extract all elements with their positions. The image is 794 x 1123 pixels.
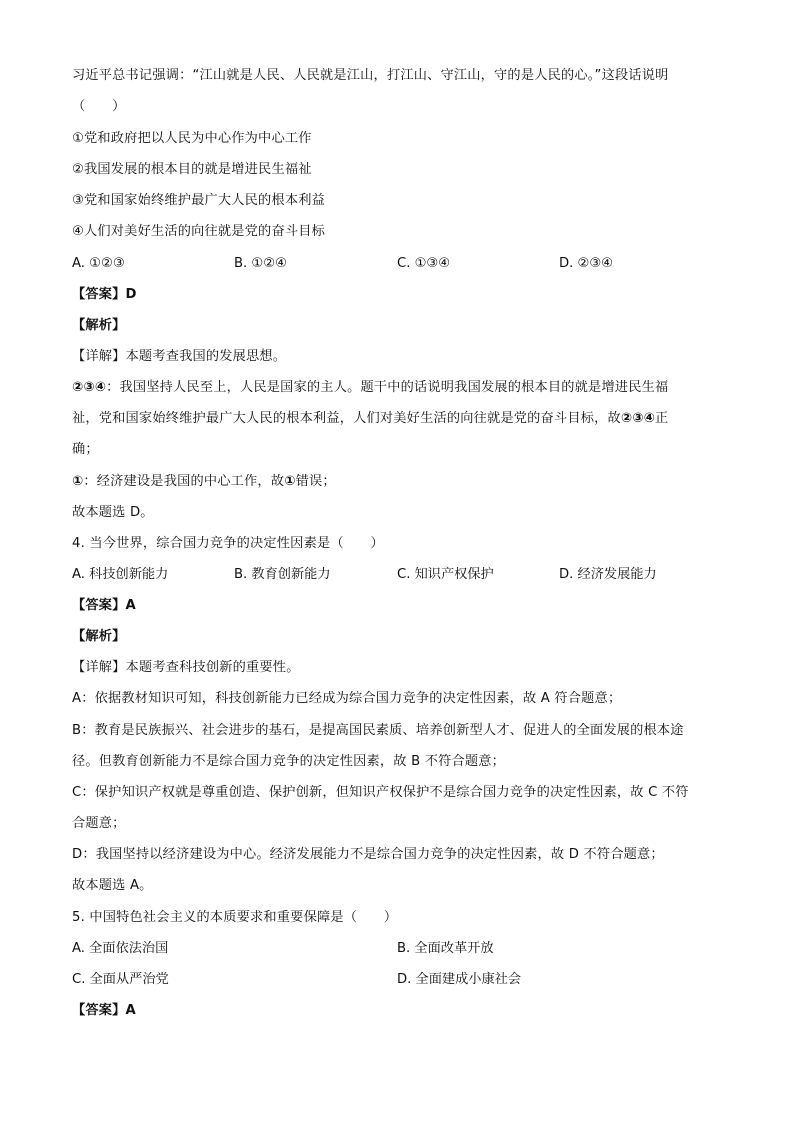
q3-stem-line1: 习近平总书记强调：“江山就是人民、人民就是江山，打江山、守江山，守的是人民的心。”这段话说明 — [72, 68, 669, 83]
q3-stem-line2: （ ） — [72, 99, 126, 114]
q4-detail: 【详解】本题考查科技创新的重要性。 — [72, 660, 300, 675]
q5-stem: 5. 中国特色社会主义的本质要求和重要保障是（ ） — [72, 910, 398, 925]
q5-option-b: B. 全面改革开放 — [397, 941, 494, 956]
q3-wrong-mark-2: ① — [284, 474, 296, 489]
q3-analysis-heading: 【解析】 — [72, 318, 126, 333]
q3-explanation-text1: ：我国坚持人民至上，人民是国家的主人。题干中的话说明我国发展的根本目的就是增进民生福 — [106, 380, 669, 395]
q4-explanation-b2: 径。但教育创新能力不是综合国力竞争的决定性因素，故 B 不符合题意； — [72, 754, 506, 769]
q3-correct-marks: ②③④ — [72, 380, 107, 395]
q4-option-c: C. 知识产权保护 — [397, 567, 494, 582]
q5-option-d: D. 全面建成小康社会 — [397, 972, 522, 987]
q3-item-1: ①党和政府把以人民为中心作为中心工作 — [72, 131, 312, 146]
q4-stem: 4. 当今世界，综合国力竞争的决定性因素是（ ） — [72, 536, 384, 551]
q4-explanation-c2: 合题意； — [72, 816, 126, 831]
q3-explanation-line2 — [72, 410, 668, 428]
q4-option-b: B. 教育创新能力 — [234, 567, 331, 582]
q3-item-3: ③党和国家始终维护最广大人民的根本利益 — [72, 193, 325, 208]
q4-option-a: A. 科技创新能力 — [72, 567, 169, 582]
q3-option-d: D. ②③④ — [559, 256, 614, 271]
q3-option-c: C. ①③④ — [397, 256, 451, 271]
q4-option-d: D. 经济发展能力 — [559, 567, 657, 582]
q5-option-a: A. 全面依法治国 — [72, 941, 169, 956]
q3-detail: 【详解】本题考查我国的发展思想。 — [72, 349, 287, 364]
q4-explanation-b1: B：教育是民族振兴、社会进步的基石，是提高国民素质、培养创新型人才、促进人的全面发展的根本途 — [72, 723, 684, 738]
q3-explanation2-end: 错误； — [295, 474, 336, 489]
q3-option-b: B. ①②④ — [234, 256, 287, 271]
q3-option-a: A. ①②③ — [72, 256, 125, 271]
q4-explanation-c1: C：保护知识产权就是尊重创造、保护创新，但知识产权保护不是综合国力竞争的决定性因素，故 C 不符 — [72, 785, 689, 800]
q5-answer: 【答案】A — [72, 1003, 136, 1018]
q3-wrong-mark: ① — [72, 474, 84, 489]
q3-explanation-end: 正 — [655, 411, 669, 426]
q4-conclusion: 故本题选 A。 — [72, 878, 153, 893]
q4-explanation-d: D：我国坚持以经济建设为中心。经济发展能力不是综合国力竞争的决定性因素，故 D 不符合题意； — [72, 847, 664, 862]
q3-explanation2 — [72, 473, 336, 491]
q5-option-c: C. 全面从严治党 — [72, 972, 169, 987]
q3-item-4: ④人们对美好生活的向往就是党的奋斗目标 — [72, 224, 325, 239]
q4-answer: 【答案】A — [72, 598, 136, 613]
q3-explanation-line3: 确； — [72, 442, 99, 457]
q4-analysis-heading: 【解析】 — [72, 629, 126, 644]
q3-explanation2-text: ：经济建设是我国的中心工作，故 — [83, 474, 285, 489]
q3-explanation-line1 — [72, 379, 668, 397]
q3-item-2: ②我国发展的根本目的就是增进民生福祉 — [72, 162, 312, 177]
q3-explanation-text2: 祉，党和国家始终维护最广大人民的根本利益，人们对美好生活的向往就是党的奋斗目标，故 — [72, 411, 621, 426]
q3-conclusion: 故本题选 D。 — [72, 505, 154, 520]
q3-answer: 【答案】D — [72, 287, 137, 302]
q3-correct-marks-2: ②③④ — [620, 411, 655, 426]
q4-explanation-a: A：依据教材知识可知，科技创新能力已经成为综合国力竞争的决定性因素，故 A 符合题意； — [72, 691, 622, 706]
